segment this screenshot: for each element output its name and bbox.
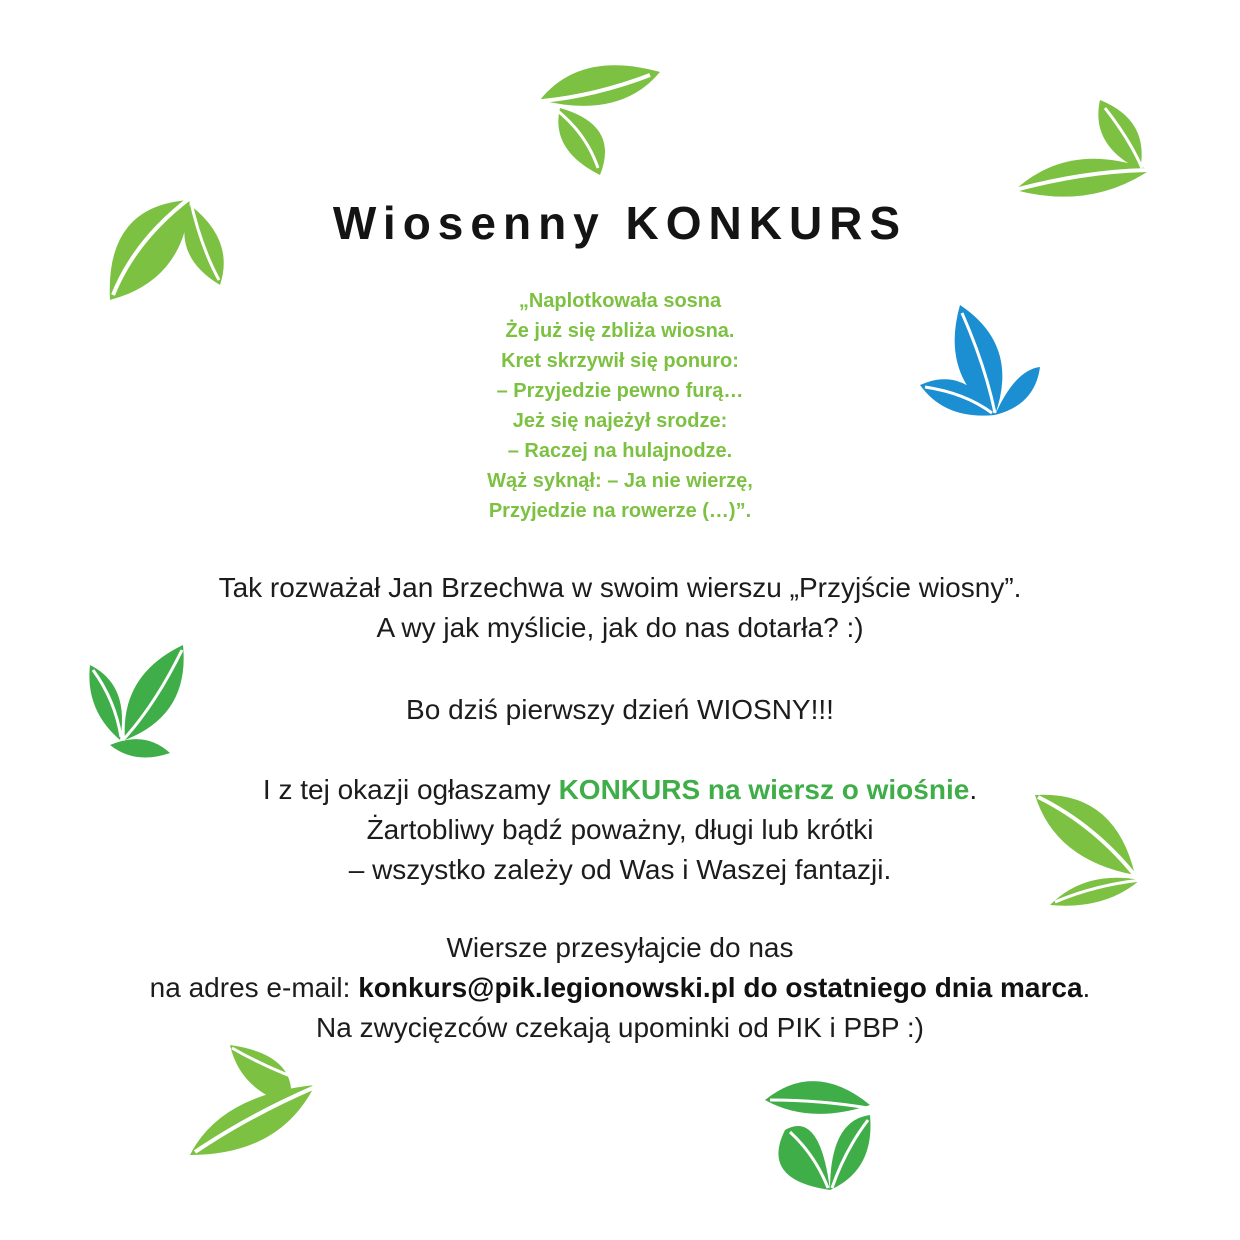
contest-trail-text: . — [969, 774, 978, 805]
poem-line: Że już się zbliża wiosna. — [505, 320, 735, 342]
spring-day-line: Bo dziś pierwszy dzień WIOSNY!!! — [406, 694, 834, 725]
poster-title: Wiosenny KONKURS — [332, 197, 908, 249]
intro-line-2: A wy jak myślicie, jak do nas dotarła? :) — [376, 612, 864, 643]
submit-trail-text: . — [1082, 972, 1091, 1003]
leaf-sprig-blue-icon — [920, 305, 1045, 425]
poem-line: „Naplotkowała sosna — [518, 290, 722, 312]
poem-line: – Raczej na hulajnodze. — [507, 440, 733, 462]
intro-paragraph — [60, 568, 1180, 648]
leaf-sprig-top-center-icon — [520, 50, 670, 180]
submit-line-1: Wiersze przesyłajcie do nas — [446, 932, 794, 963]
poem-line: – Przyjedzie pewno furą… — [496, 380, 744, 402]
poem-line: Wąż syknął: – Ja nie wierzę, — [487, 470, 753, 492]
contest-line-3: – wszystko zależy od Was i Waszej fantazji. — [348, 854, 892, 885]
submit-line-2 — [60, 968, 1180, 1008]
spring-day-paragraph — [60, 690, 1180, 730]
submission-paragraph — [60, 928, 1180, 1048]
poem-line: Przyjedzie na rowerze (…)”. — [488, 500, 752, 522]
contest-lead-text: I z tej okazji ogłaszamy — [262, 774, 559, 805]
contest-email: konkurs@pik.legionowski.pl do ostatniego dnia marca — [358, 972, 1083, 1003]
contest-line-2: Żartobliwy bądź poważny, długi lub krótki — [366, 814, 874, 845]
poem-line: Jeż się najeżył srodze: — [512, 410, 728, 432]
contest-paragraph — [60, 770, 1180, 890]
intro-line-1: Tak rozważał Jan Brzechwa w swoim wierszu „Przyjście wiosny”. — [218, 572, 1022, 603]
poem-line: Kret skrzywił się ponuro: — [501, 350, 739, 372]
contest-line-1 — [60, 770, 1180, 810]
leaf-sprig-bottom-right-icon — [760, 1070, 875, 1195]
submit-lead-text: na adres e-mail: — [149, 972, 359, 1003]
submit-line-3: Na zwycięzców czekają upominki od PIK i PBP :) — [316, 1012, 924, 1043]
leaf-sprig-bottom-left-icon — [190, 1045, 320, 1160]
contest-highlight: KONKURS na wiersz o wiośnie — [558, 774, 970, 805]
poem-quote — [320, 286, 920, 526]
